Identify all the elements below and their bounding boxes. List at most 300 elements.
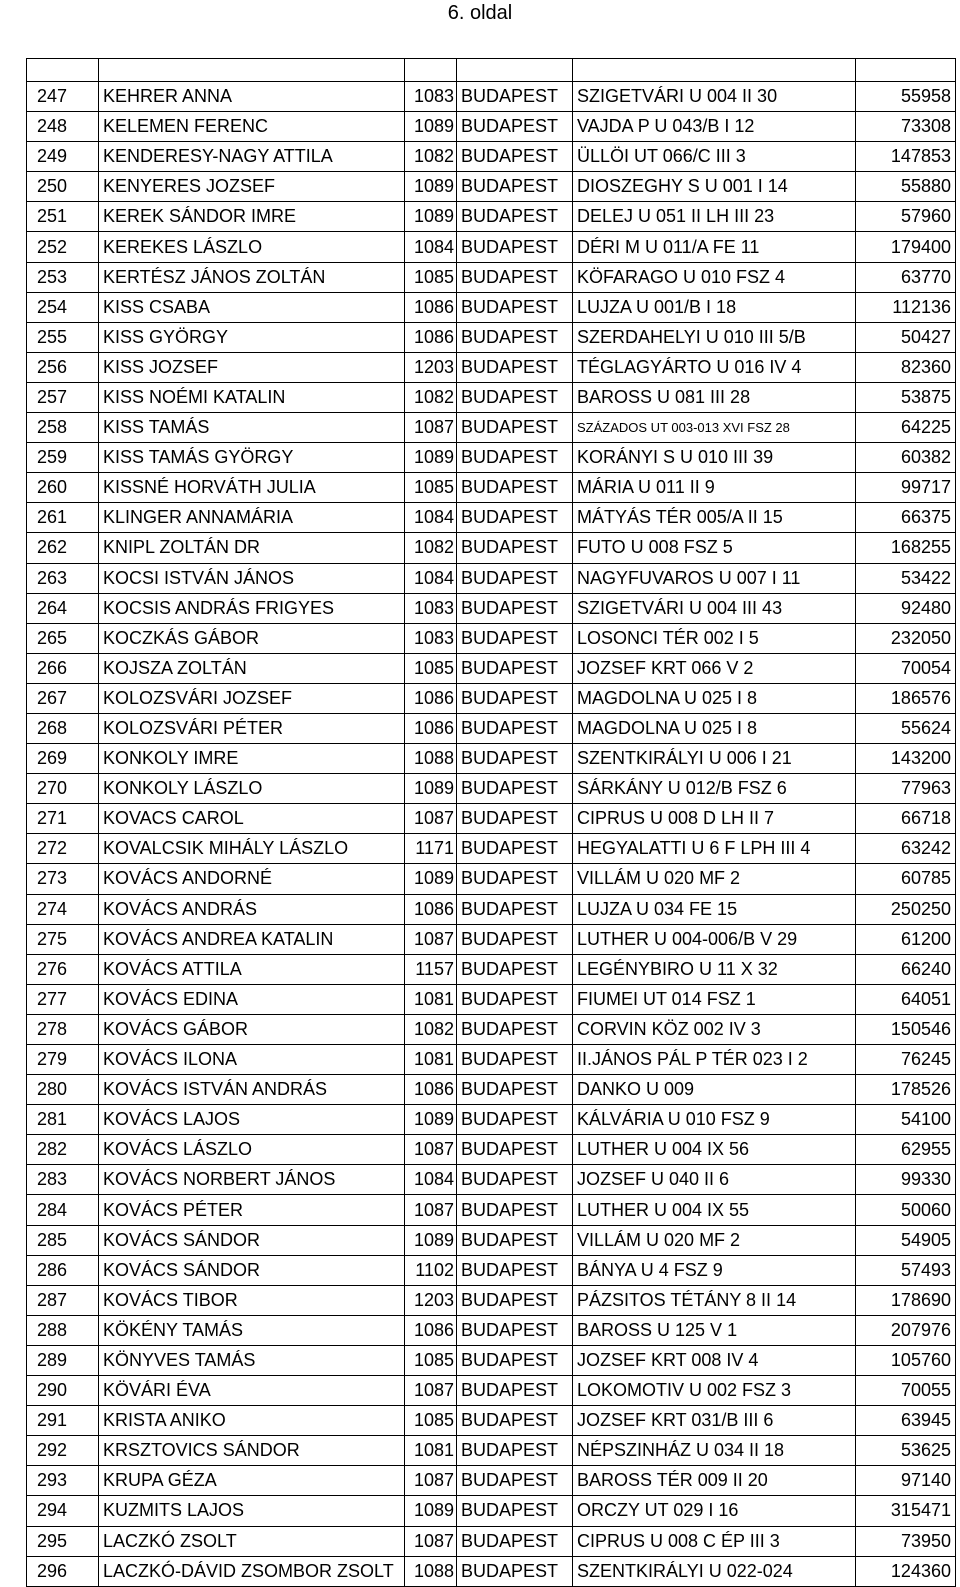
zip-cell: 1089	[405, 864, 457, 894]
value-cell: 66718	[856, 804, 956, 834]
row-number-cell: 247	[27, 82, 99, 112]
value-cell: 207976	[856, 1315, 956, 1345]
zip-cell: 1203	[405, 352, 457, 382]
name-cell: KELEMEN FERENC	[99, 112, 405, 142]
city-cell: BUDAPEST	[457, 1225, 573, 1255]
table-row	[27, 443, 956, 473]
city-cell: BUDAPEST	[457, 1045, 573, 1075]
zip-cell: 1102	[405, 1255, 457, 1285]
name-cell: KOVÁCS PÉTER	[99, 1195, 405, 1225]
zip-cell: 1082	[405, 382, 457, 412]
table-row	[27, 1285, 956, 1315]
table-row	[27, 473, 956, 503]
row-number-cell: 290	[27, 1376, 99, 1406]
row-number-cell: 275	[27, 924, 99, 954]
row-number-cell: 271	[27, 804, 99, 834]
city-cell: BUDAPEST	[457, 894, 573, 924]
value-cell: 53625	[856, 1436, 956, 1466]
table-row	[27, 382, 956, 412]
city-cell: BUDAPEST	[457, 443, 573, 473]
zip-cell: 1087	[405, 1526, 457, 1556]
table-row	[27, 1345, 956, 1375]
city-cell: BUDAPEST	[457, 533, 573, 563]
city-cell: BUDAPEST	[457, 112, 573, 142]
value-cell: 60382	[856, 443, 956, 473]
table-row	[27, 202, 956, 232]
value-cell: 315471	[856, 1496, 956, 1526]
row-number-cell: 283	[27, 1165, 99, 1195]
table-row	[27, 1556, 956, 1586]
name-cell: KONKOLY LÁSZLO	[99, 774, 405, 804]
street-cell: SÁRKÁNY U 012/B FSZ 6	[573, 774, 856, 804]
row-number-cell: 288	[27, 1315, 99, 1345]
street-cell: KÖFARAGO U 010 FSZ 4	[573, 262, 856, 292]
street-cell: BAROSS U 081 III 28	[573, 382, 856, 412]
value-cell: 50427	[856, 322, 956, 352]
street-cell: LEGÉNYBIRO U 11 X 32	[573, 954, 856, 984]
street-cell: SZENTKIRÁLYI U 006 I 21	[573, 744, 856, 774]
street-cell: CIPRUS U 008 C ÉP III 3	[573, 1526, 856, 1556]
city-cell: BUDAPEST	[457, 683, 573, 713]
city-cell: BUDAPEST	[457, 1014, 573, 1044]
data-table	[26, 58, 956, 1587]
row-number-cell: 285	[27, 1225, 99, 1255]
city-cell: BUDAPEST	[457, 142, 573, 172]
zip-cell: 1086	[405, 1315, 457, 1345]
value-cell: 82360	[856, 352, 956, 382]
name-cell: KEREKES LÁSZLO	[99, 232, 405, 262]
name-cell: KISSNÉ HORVÁTH JULIA	[99, 473, 405, 503]
table-row	[27, 503, 956, 533]
city-cell: BUDAPEST	[457, 1466, 573, 1496]
name-cell: KOVÁCS ATTILA	[99, 954, 405, 984]
city-cell: BUDAPEST	[457, 924, 573, 954]
zip-cell: 1084	[405, 232, 457, 262]
city-cell: BUDAPEST	[457, 1406, 573, 1436]
table-row	[27, 1135, 956, 1165]
row-number-cell: 262	[27, 533, 99, 563]
zip-cell: 1089	[405, 774, 457, 804]
street-cell: DIOSZEGHY S U 001 I 14	[573, 172, 856, 202]
city-cell: BUDAPEST	[457, 82, 573, 112]
row-number-cell: 287	[27, 1285, 99, 1315]
table-row	[27, 1225, 956, 1255]
row-number-cell: 260	[27, 473, 99, 503]
zip-cell: 1081	[405, 984, 457, 1014]
street-cell: BAROSS TÉR 009 II 20	[573, 1466, 856, 1496]
table-row	[27, 292, 956, 322]
value-cell: 55958	[856, 82, 956, 112]
table-row	[27, 1075, 956, 1105]
table-row	[27, 533, 956, 563]
zip-cell: 1086	[405, 292, 457, 322]
zip-cell: 1082	[405, 533, 457, 563]
value-cell: 63945	[856, 1406, 956, 1436]
row-number-cell: 281	[27, 1105, 99, 1135]
value-cell: 112136	[856, 292, 956, 322]
name-cell: KOVÁCS LÁSZLO	[99, 1135, 405, 1165]
row-number-cell: 274	[27, 894, 99, 924]
city-cell: BUDAPEST	[457, 292, 573, 322]
zip-cell: 1081	[405, 1045, 457, 1075]
zip-cell: 1089	[405, 112, 457, 142]
name-cell: KOVÁCS TIBOR	[99, 1285, 405, 1315]
street-cell: KORÁNYI S U 010 III 39	[573, 443, 856, 473]
street-cell: NÉPSZINHÁZ U 034 II 18	[573, 1436, 856, 1466]
table-row	[27, 413, 956, 443]
city-cell: BUDAPEST	[457, 503, 573, 533]
row-number-cell: 261	[27, 503, 99, 533]
name-cell: KERTÉSZ JÁNOS ZOLTÁN	[99, 262, 405, 292]
row-number-cell: 295	[27, 1526, 99, 1556]
street-cell: JOZSEF U 040 II 6	[573, 1165, 856, 1195]
value-cell: 186576	[856, 683, 956, 713]
name-cell: KRSZTOVICS SÁNDOR	[99, 1436, 405, 1466]
name-cell: KNIPL ZOLTÁN DR	[99, 533, 405, 563]
name-cell: KOVÁCS LAJOS	[99, 1105, 405, 1135]
zip-cell: 1157	[405, 954, 457, 984]
name-cell: KRUPA GÉZA	[99, 1466, 405, 1496]
row-number-cell: 266	[27, 653, 99, 683]
city-cell: BUDAPEST	[457, 1315, 573, 1345]
table-row	[27, 1436, 956, 1466]
street-cell: HEGYALATTI U 6 F LPH III 4	[573, 834, 856, 864]
zip-cell: 1086	[405, 322, 457, 352]
street-cell: LUTHER U 004 IX 55	[573, 1195, 856, 1225]
row-number-cell: 294	[27, 1496, 99, 1526]
street-cell: VAJDA P U 043/B I 12	[573, 112, 856, 142]
street-cell: SZENTKIRÁLYI U 022-024	[573, 1556, 856, 1586]
street-cell: MÁTYÁS TÉR 005/A II 15	[573, 503, 856, 533]
street-cell: DÉRI M U 011/A FE 11	[573, 232, 856, 262]
city-cell: BUDAPEST	[457, 1526, 573, 1556]
value-cell: 99717	[856, 473, 956, 503]
street-cell: CIPRUS U 008 D LH II 7	[573, 804, 856, 834]
name-cell: KOVÁCS GÁBOR	[99, 1014, 405, 1044]
value-cell: 77963	[856, 774, 956, 804]
table-row	[27, 1315, 956, 1345]
city-cell: BUDAPEST	[457, 473, 573, 503]
row-number-cell: 264	[27, 593, 99, 623]
row-number-cell: 284	[27, 1195, 99, 1225]
name-cell: KOCZKÁS GÁBOR	[99, 623, 405, 653]
zip-cell: 1089	[405, 1105, 457, 1135]
name-cell: KISS TAMÁS GYÖRGY	[99, 443, 405, 473]
table-row	[27, 1466, 956, 1496]
street-cell: TÉGLAGYÁRTO U 016 IV 4	[573, 352, 856, 382]
zip-cell: 1082	[405, 142, 457, 172]
value-cell: 105760	[856, 1345, 956, 1375]
city-cell: BUDAPEST	[457, 623, 573, 653]
value-cell: 232050	[856, 623, 956, 653]
street-cell: LUTHER U 004 IX 56	[573, 1135, 856, 1165]
table-row	[27, 804, 956, 834]
name-cell: KOCSIS ANDRÁS FRIGYES	[99, 593, 405, 623]
table-row	[27, 232, 956, 262]
name-cell: KOLOZSVÁRI JOZSEF	[99, 683, 405, 713]
zip-cell: 1089	[405, 1225, 457, 1255]
zip-cell: 1087	[405, 1135, 457, 1165]
row-number-cell: 296	[27, 1556, 99, 1586]
zip-cell: 1085	[405, 473, 457, 503]
row-number-cell: 259	[27, 443, 99, 473]
zip-cell: 1086	[405, 894, 457, 924]
value-cell: 124360	[856, 1556, 956, 1586]
row-number-cell: 256	[27, 352, 99, 382]
name-cell: KISS TAMÁS	[99, 413, 405, 443]
table-row	[27, 894, 956, 924]
zip-cell: 1081	[405, 1436, 457, 1466]
name-cell: KOVÁCS EDINA	[99, 984, 405, 1014]
value-cell: 60785	[856, 864, 956, 894]
zip-cell: 1089	[405, 202, 457, 232]
city-cell: BUDAPEST	[457, 744, 573, 774]
city-cell: BUDAPEST	[457, 864, 573, 894]
table-row	[27, 172, 956, 202]
street-cell: DANKO U 009	[573, 1075, 856, 1105]
value-cell: 178690	[856, 1285, 956, 1315]
city-cell: BUDAPEST	[457, 232, 573, 262]
table-row	[27, 683, 956, 713]
street-cell: CORVIN KÖZ 002 IV 3	[573, 1014, 856, 1044]
table-row	[27, 593, 956, 623]
value-cell: 50060	[856, 1195, 956, 1225]
city-cell: BUDAPEST	[457, 262, 573, 292]
table-row	[27, 1526, 956, 1556]
row-number-cell: 248	[27, 112, 99, 142]
name-cell: KOVÁCS NORBERT JÁNOS	[99, 1165, 405, 1195]
street-cell: JOZSEF KRT 031/B III 6	[573, 1406, 856, 1436]
value-cell: 73950	[856, 1526, 956, 1556]
table-body	[27, 59, 956, 1587]
name-cell: KONKOLY IMRE	[99, 744, 405, 774]
name-cell: KOVÁCS ILONA	[99, 1045, 405, 1075]
table-row	[27, 623, 956, 653]
zip-cell: 1087	[405, 1466, 457, 1496]
city-cell: BUDAPEST	[457, 1135, 573, 1165]
table-row	[27, 262, 956, 292]
name-cell: LACZKÓ-DÁVID ZSOMBOR ZSOLT	[99, 1556, 405, 1586]
city-cell: BUDAPEST	[457, 1075, 573, 1105]
name-cell: KUZMITS LAJOS	[99, 1496, 405, 1526]
street-cell: II.JÁNOS PÁL P TÉR 023 I 2	[573, 1045, 856, 1075]
city-cell: BUDAPEST	[457, 774, 573, 804]
zip-cell: 1084	[405, 563, 457, 593]
zip-cell: 1085	[405, 262, 457, 292]
city-cell: BUDAPEST	[457, 1556, 573, 1586]
street-cell: DELEJ U 051 II LH III 23	[573, 202, 856, 232]
name-cell: KISS CSABA	[99, 292, 405, 322]
page-header: 6. oldal	[447, 2, 513, 24]
value-cell: 178526	[856, 1075, 956, 1105]
value-cell: 66240	[856, 954, 956, 984]
name-cell: KÖNYVES TAMÁS	[99, 1345, 405, 1375]
value-cell: 64225	[856, 413, 956, 443]
value-cell: 250250	[856, 894, 956, 924]
city-cell: BUDAPEST	[457, 653, 573, 683]
table-row	[27, 984, 956, 1014]
table-row	[27, 1045, 956, 1075]
row-number-cell: 253	[27, 262, 99, 292]
table-row	[27, 774, 956, 804]
city-cell: BUDAPEST	[457, 1345, 573, 1375]
city-cell: BUDAPEST	[457, 954, 573, 984]
name-cell: KOVALCSIK MIHÁLY LÁSZLO	[99, 834, 405, 864]
name-cell: KISS GYÖRGY	[99, 322, 405, 352]
city-cell: BUDAPEST	[457, 834, 573, 864]
table-row	[27, 1376, 956, 1406]
table-row	[27, 563, 956, 593]
row-number-cell: 286	[27, 1255, 99, 1285]
zip-cell: 1087	[405, 413, 457, 443]
name-cell: KENYERES JOZSEF	[99, 172, 405, 202]
value-cell: 63242	[856, 834, 956, 864]
value-cell: 150546	[856, 1014, 956, 1044]
street-cell: LOSONCI TÉR 002 I 5	[573, 623, 856, 653]
zip-cell: 1087	[405, 804, 457, 834]
table-row	[27, 924, 956, 954]
name-cell: KOLOZSVÁRI PÉTER	[99, 713, 405, 743]
row-number-cell: 267	[27, 683, 99, 713]
table-row	[27, 322, 956, 352]
value-cell: 54100	[856, 1105, 956, 1135]
city-cell: BUDAPEST	[457, 804, 573, 834]
zip-cell: 1085	[405, 1345, 457, 1375]
city-cell: BUDAPEST	[457, 1376, 573, 1406]
zip-cell: 1086	[405, 683, 457, 713]
city-cell: BUDAPEST	[457, 1255, 573, 1285]
zip-cell: 1088	[405, 1556, 457, 1586]
table-row	[27, 1195, 956, 1225]
name-cell: KOVÁCS ANDORNÉ	[99, 864, 405, 894]
name-cell: KOVÁCS SÁNDOR	[99, 1225, 405, 1255]
table-row	[27, 352, 956, 382]
row-number-cell: 280	[27, 1075, 99, 1105]
table-row	[27, 954, 956, 984]
street-cell: SZERDAHELYI U 010 III 5/B	[573, 322, 856, 352]
table-row	[27, 82, 956, 112]
street-cell: KÁLVÁRIA U 010 FSZ 9	[573, 1105, 856, 1135]
row-number-cell: 268	[27, 713, 99, 743]
street-cell: LUTHER U 004-006/B V 29	[573, 924, 856, 954]
value-cell: 143200	[856, 744, 956, 774]
row-number-cell: 282	[27, 1135, 99, 1165]
table-row	[27, 864, 956, 894]
row-number-cell: 258	[27, 413, 99, 443]
street-cell: MÁRIA U 011 II 9	[573, 473, 856, 503]
row-number-cell: 289	[27, 1345, 99, 1375]
empty-header-row	[27, 59, 956, 82]
value-cell: 55880	[856, 172, 956, 202]
zip-cell: 1087	[405, 1376, 457, 1406]
table-row	[27, 1105, 956, 1135]
name-cell: KISS JOZSEF	[99, 352, 405, 382]
table-row	[27, 653, 956, 683]
row-number-cell: 265	[27, 623, 99, 653]
zip-cell: 1087	[405, 1195, 457, 1225]
table-row	[27, 142, 956, 172]
row-number-cell: 263	[27, 563, 99, 593]
city-cell: BUDAPEST	[457, 413, 573, 443]
zip-cell: 1082	[405, 1014, 457, 1044]
zip-cell: 1084	[405, 1165, 457, 1195]
zip-cell: 1089	[405, 1496, 457, 1526]
value-cell: 53422	[856, 563, 956, 593]
table-row	[27, 1255, 956, 1285]
city-cell: BUDAPEST	[457, 593, 573, 623]
zip-cell: 1085	[405, 1406, 457, 1436]
value-cell: 97140	[856, 1466, 956, 1496]
table-row	[27, 834, 956, 864]
value-cell: 61200	[856, 924, 956, 954]
name-cell: KOJSZA ZOLTÁN	[99, 653, 405, 683]
row-number-cell: 291	[27, 1406, 99, 1436]
row-number-cell: 255	[27, 322, 99, 352]
zip-cell: 1083	[405, 623, 457, 653]
city-cell: BUDAPEST	[457, 984, 573, 1014]
value-cell: 99330	[856, 1165, 956, 1195]
street-cell: SZIGETVÁRI U 004 III 43	[573, 593, 856, 623]
city-cell: BUDAPEST	[457, 1105, 573, 1135]
name-cell: KOVÁCS ANDREA KATALIN	[99, 924, 405, 954]
value-cell: 63770	[856, 262, 956, 292]
street-cell: VILLÁM U 020 MF 2	[573, 864, 856, 894]
street-cell: LUJZA U 001/B I 18	[573, 292, 856, 322]
zip-cell: 1083	[405, 82, 457, 112]
table-row	[27, 744, 956, 774]
zip-cell: 1089	[405, 172, 457, 202]
street-cell: ÜLLÖI UT 066/C III 3	[573, 142, 856, 172]
row-number-cell: 250	[27, 172, 99, 202]
value-cell: 147853	[856, 142, 956, 172]
street-cell: FIUMEI UT 014 FSZ 1	[573, 984, 856, 1014]
value-cell: 54905	[856, 1225, 956, 1255]
zip-cell: 1085	[405, 653, 457, 683]
street-cell: JOZSEF KRT 066 V 2	[573, 653, 856, 683]
zip-cell: 1083	[405, 593, 457, 623]
value-cell: 57493	[856, 1255, 956, 1285]
street-cell: MAGDOLNA U 025 I 8	[573, 683, 856, 713]
value-cell: 70055	[856, 1376, 956, 1406]
row-number-cell: 276	[27, 954, 99, 984]
zip-cell: 1084	[405, 503, 457, 533]
row-number-cell: 273	[27, 864, 99, 894]
row-number-cell: 272	[27, 834, 99, 864]
name-cell: KOVÁCS SÁNDOR	[99, 1255, 405, 1285]
row-number-cell: 278	[27, 1014, 99, 1044]
zip-cell: 1203	[405, 1285, 457, 1315]
row-number-cell: 279	[27, 1045, 99, 1075]
zip-cell: 1089	[405, 443, 457, 473]
street-cell: LUJZA U 034 FE 15	[573, 894, 856, 924]
street-cell: VILLÁM U 020 MF 2	[573, 1225, 856, 1255]
name-cell: LACZKÓ ZSOLT	[99, 1526, 405, 1556]
value-cell: 57960	[856, 202, 956, 232]
row-number-cell: 254	[27, 292, 99, 322]
value-cell: 73308	[856, 112, 956, 142]
zip-cell: 1088	[405, 744, 457, 774]
name-cell: KOVÁCS ANDRÁS	[99, 894, 405, 924]
table-row	[27, 1406, 956, 1436]
value-cell: 76245	[856, 1045, 956, 1075]
zip-cell: 1171	[405, 834, 457, 864]
city-cell: BUDAPEST	[457, 1195, 573, 1225]
value-cell: 53875	[856, 382, 956, 412]
street-cell: LOKOMOTIV U 002 FSZ 3	[573, 1376, 856, 1406]
zip-cell: 1086	[405, 713, 457, 743]
city-cell: BUDAPEST	[457, 202, 573, 232]
value-cell: 70054	[856, 653, 956, 683]
